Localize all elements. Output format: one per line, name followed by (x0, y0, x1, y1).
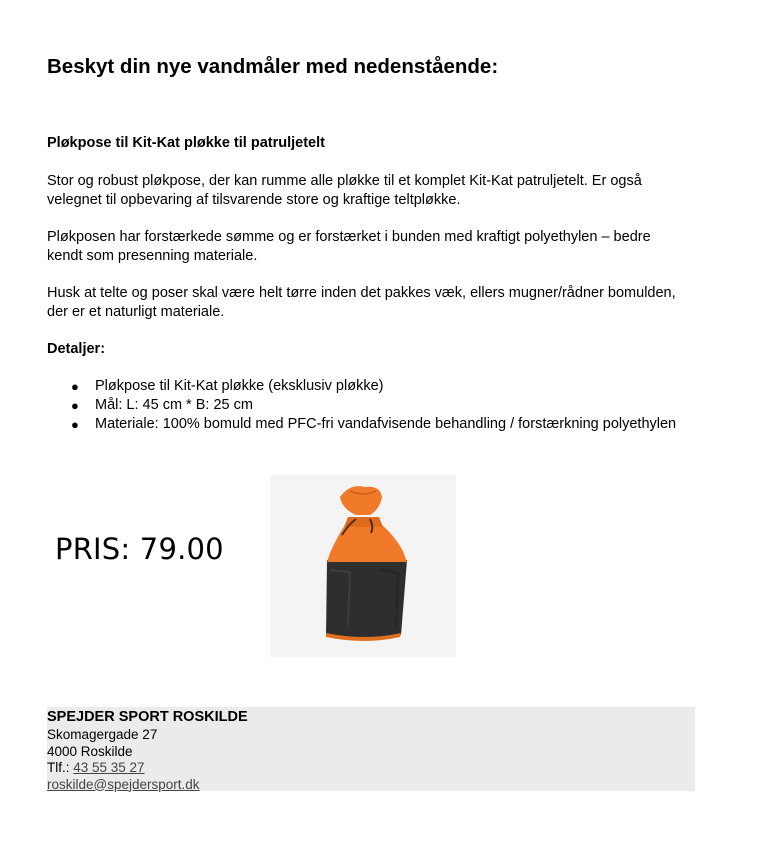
product-description-2: Pløkposen har forstærkede sømme og er forstærket i bunden med kraftigt polyethylen – bedre kendt som presenning materiale. (47, 229, 651, 264)
store-city: 4000 Roskilde (47, 743, 133, 759)
list-item (47, 377, 687, 396)
detail-text: Mål: L: 45 cm * B: 25 cm (95, 397, 253, 413)
phone-link[interactable]: 43 55 35 27 (73, 760, 145, 775)
list-item (47, 396, 687, 415)
product-description-1: Stor og robust pløkpose, der kan rumme alle pløkke til et komplet Kit-Kat patruljetelt. Er også velegnet til opbevaring af tilsvarende store og kraftige teltpløkke. (47, 173, 642, 208)
phone-label: Tlf.: (47, 760, 74, 775)
detail-text: Pløkpose til Kit-Kat pløkke (eksklusiv pløkke) (95, 378, 384, 394)
store-street: Skomagergade 27 (47, 727, 158, 742)
store-name: SPEJDER SPORT ROSKILDE (47, 709, 248, 725)
store-phone-row (47, 760, 695, 777)
store-email-row (47, 777, 695, 794)
price-label: PRIS: 79.00 (55, 532, 224, 566)
details-list (47, 377, 687, 434)
details-label: Detaljer: (47, 341, 106, 357)
email-link[interactable]: roskilde@spejdersport.dk (47, 776, 200, 792)
store-contact (47, 707, 695, 791)
bullet-icon: ● (71, 398, 79, 413)
product-description-3: Husk at telte og poser skal være helt tørre inden det pakkes væk, ellers mugner/rådner bomulden, der er et naturligt materiale. (47, 285, 676, 320)
bullet-icon: ● (71, 379, 79, 394)
product-title: Pløkpose til Kit-Kat pløkke til patruljetelt (47, 135, 325, 151)
list-item (47, 415, 687, 434)
detail-text: Materiale: 100% bomuld med PFC-fri vandafvisende behandling / forstærkning polyethylen (95, 416, 677, 432)
bullet-icon: ● (71, 417, 79, 432)
peg-bag-image (270, 475, 456, 657)
page-heading: Beskyt din nye vandmåler med nedenstående: (47, 55, 499, 78)
